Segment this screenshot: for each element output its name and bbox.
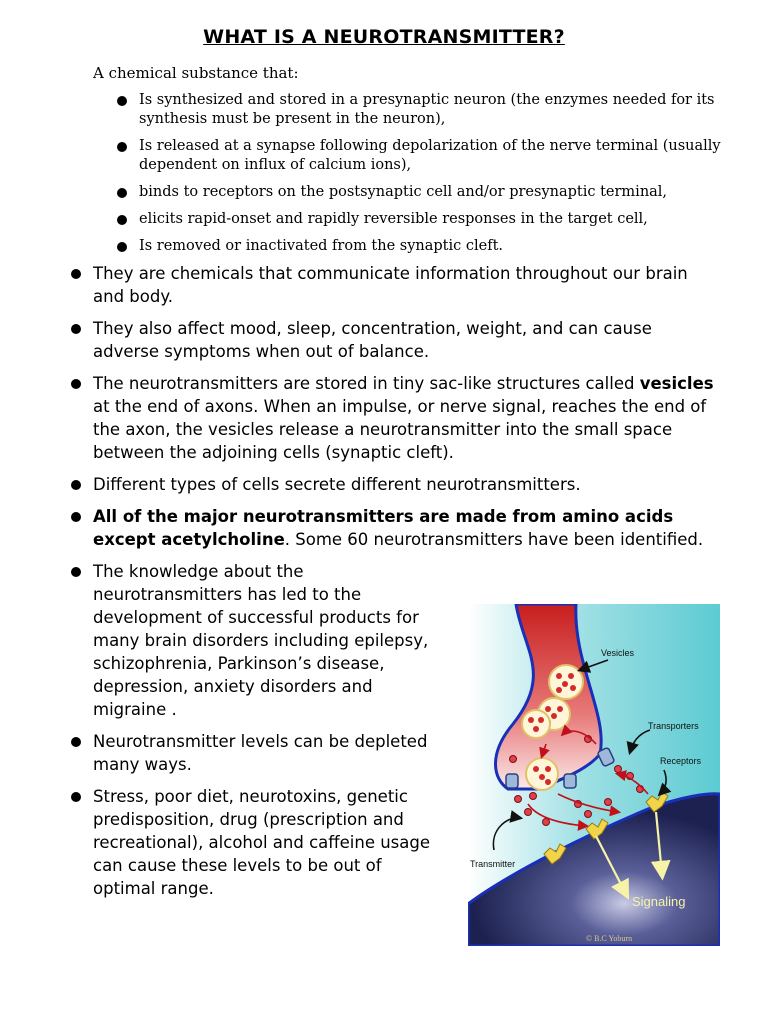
- bullet-icon: [117, 188, 127, 198]
- label-signaling: Signaling: [632, 894, 686, 909]
- definition-item: [116, 237, 726, 256]
- definition-item: [116, 137, 726, 175]
- label-transmitter: Transmitter: [470, 859, 516, 869]
- fact-text: They also affect mood, sleep, concentration, weight, and can cause adverse symptoms when out of balance.: [93, 319, 652, 361]
- definition-item: [116, 183, 726, 202]
- bullet-icon: [71, 324, 81, 334]
- fact-item: [70, 730, 448, 776]
- synapse-diagram: [468, 604, 720, 946]
- page-title: WHAT IS A NEUROTRANSMITTER?: [203, 26, 565, 48]
- bullet-icon: [71, 792, 81, 802]
- label-vesicles: Vesicles: [601, 648, 635, 658]
- label-transporters: Transporters: [648, 721, 699, 731]
- bullet-icon: [71, 737, 81, 747]
- fact-text: . Some 60 neurotransmitters have been identified.: [284, 530, 704, 549]
- fact-item: [70, 473, 720, 496]
- definition-text: binds to receptors on the postsynaptic cell and/or presynaptic terminal,: [139, 184, 668, 200]
- fact-text: The knowledge about the neurotransmitters has led to the development of successful products for many brain disorders including epilepsy, schizophrenia, Parkinson’s disease, depression, anxiety disorders and migraine .: [93, 562, 429, 719]
- fact-text: They are chemicals that communicate information throughout our brain and body.: [93, 264, 688, 306]
- bullet-icon: [117, 142, 127, 152]
- bullet-icon: [71, 269, 81, 279]
- fact-text: The neurotransmitters are stored in tiny sac-like structures called: [93, 374, 640, 393]
- transporter: [506, 774, 518, 788]
- label-credit: © B.C Yoburn: [586, 934, 633, 943]
- fact-item: [70, 317, 720, 363]
- fact-text: Neurotransmitter levels can be depleted many ways.: [93, 732, 428, 774]
- fact-item: [70, 262, 720, 308]
- fact-text: Different types of cells secrete different neurotransmitters.: [93, 475, 581, 494]
- bullet-icon: [71, 512, 81, 522]
- bullet-icon: [117, 242, 127, 252]
- fact-item: [70, 505, 720, 551]
- vesicle: [526, 758, 558, 790]
- vesicle: [549, 665, 583, 699]
- vesicle: [522, 710, 550, 738]
- definition-item: [116, 91, 726, 129]
- definition-item: [116, 210, 726, 229]
- fact-emphasis: vesicles: [639, 374, 714, 393]
- bullet-icon: [71, 379, 81, 389]
- fact-text: at the end of axons. When an impulse, or nerve signal, reaches the end of the axon, the vesicles release a neurotransmitter into the small space between the adjoining cells (synaptic cleft).: [93, 397, 707, 462]
- definition-list: [116, 91, 726, 264]
- fact-text: Stress, poor diet, neurotoxins, genetic predisposition, drug (prescription and recreational), alcohol and caffeine usage can cause these levels to be out of optimal range.: [93, 787, 431, 898]
- fact-emphasis: All of the major neurotransmitters are made from amino acids except acetylcholine: [93, 507, 674, 549]
- definition-text: elicits rapid-onset and rapidly reversible responses in the target cell,: [139, 211, 648, 227]
- definition-text: Is released at a synapse following depolarization of the nerve terminal (usually dependent on influx of calcium ions),: [139, 138, 721, 173]
- bullet-icon: [71, 480, 81, 490]
- label-receptors: Receptors: [660, 756, 702, 766]
- transporter: [564, 774, 576, 788]
- fact-item: [70, 372, 720, 464]
- intro-text: A chemical substance that:: [93, 64, 299, 82]
- definition-text: Is removed or inactivated from the synaptic cleft.: [139, 238, 504, 254]
- bullet-icon: [117, 215, 127, 225]
- synapse-illustration: [468, 604, 720, 946]
- definition-text: Is synthesized and stored in a presynaptic neuron (the enzymes needed for its synthesis must be present in the neuron),: [139, 92, 715, 127]
- bullet-icon: [71, 567, 81, 577]
- fact-item: [70, 785, 448, 900]
- bullet-icon: [117, 96, 127, 106]
- fact-item: [70, 560, 448, 721]
